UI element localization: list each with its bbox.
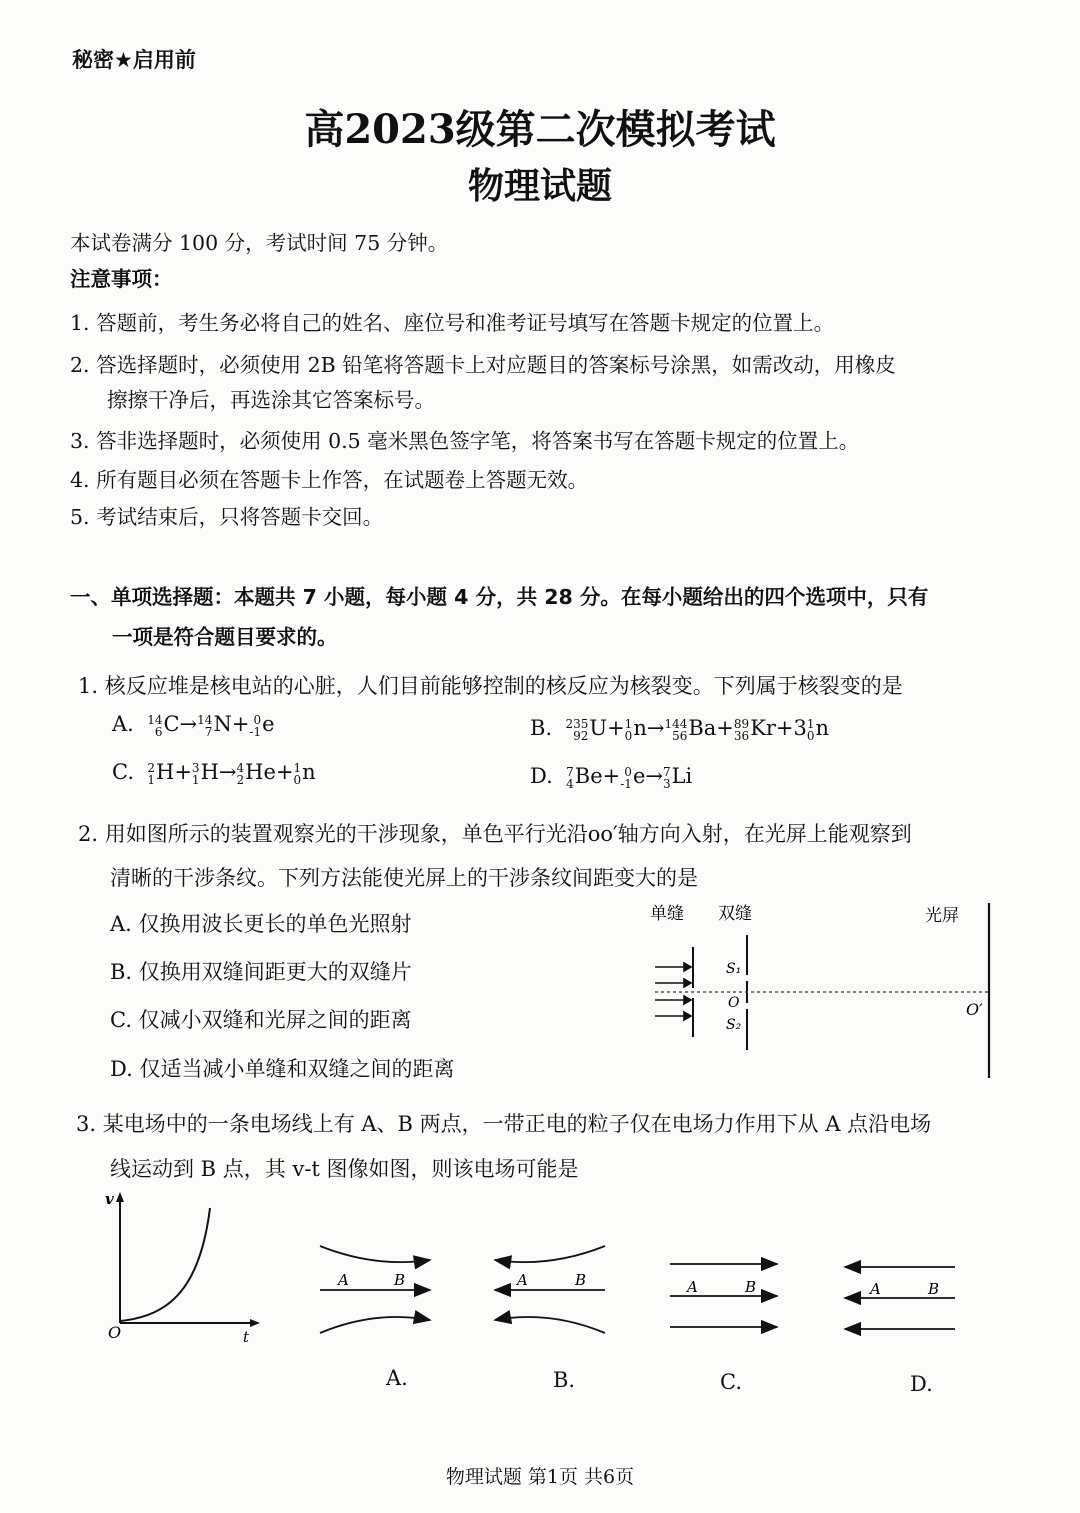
notice-item-1: 1. 答题前，考生务必将自己的姓名、座位号和准考证号填写在答题卡规定的位置上。 [70,311,835,335]
point-b-label: B [745,1278,757,1296]
field-line-bottom [320,1317,430,1333]
q3-stem: 3. 某电场中的一条电场线上有 A、B 两点，一带正电的粒子仅在电场力作用下从 A 点沿电场 [76,1112,932,1136]
exam-title: 高2023级第二次模拟考试 [304,106,776,153]
q3-option-d-label: D. [910,1372,933,1396]
t-axis-arrow [250,1319,260,1327]
field-option-d [840,1252,965,1342]
exam-subtitle: 物理试题 [467,165,612,207]
s1-label: S₁ [726,961,742,977]
point-a-label: A [870,1280,881,1298]
q1-option-b: B. 235 92 U+ 1 0 n→ 144 56 Ba+ 89 36 Kr+3 1 0 n [530,716,830,743]
point-b-label: B [394,1271,406,1289]
o-prime-label: O′ [966,1000,983,1019]
point-a-label: A [338,1271,349,1289]
field-line-top [320,1246,430,1262]
vt-graph [100,1188,270,1346]
notice-item-3: 3. 答非选择题时，必须使用 0.5 毫米黑色签字笔，将答案书写在答题卡规定的位置上。 [70,429,860,453]
field-line-top [495,1246,605,1262]
notice-heading: 注意事项： [70,267,173,291]
notice-item-2: 2. 答选择题时，必须使用 2B 铅笔将答题卡上对应题目的答案标号涂黑，如需改动，用橡皮 [70,353,896,377]
q2-stem: 2. 用如图所示的装置观察光的干涉现象，单色平行光沿oo′轴方向入射，在光屏上能观察到 [78,822,912,846]
point-a-label: A [687,1278,698,1296]
exam-intro: 本试卷满分 100 分，考试时间 75 分钟。 [70,231,449,255]
q3-option-b-label: B. [553,1368,576,1392]
q1-option-c: C. 2 1 H+ 3 1 H→ 4 2 He+ 1 0 n [112,760,316,787]
q2-option-c: C. 仅减小双缝和光屏之间的距离 [110,1008,412,1032]
q2-option-d: D. 仅适当减小单缝和双缝之间的距离 [110,1057,455,1081]
q1-option-c-label: C. [112,760,134,784]
screen-label: 光屏 [925,906,959,926]
q1-stem: 1. 核反应堆是核电站的心脏，人们目前能够控制的核反应为核裂变。下列属于核裂变的是 [78,674,903,698]
q3-stem-cont: 线运动到 B 点，其 v-t 图像如图，则该电场可能是 [110,1157,579,1181]
q1-option-b-label: B. [530,716,553,740]
page-footer: 物理试题 第1页 共6页 [445,1466,635,1488]
s2-label: S₂ [726,1017,742,1033]
field-option-c [665,1252,785,1342]
q1-option-d: D. 7 4 Be+ 0 -1 e→ 7 3 Li [530,764,693,791]
t-label: t [243,1328,250,1346]
q2-option-a: A. 仅换用波长更长的单色光照射 [110,912,412,936]
section-one-heading-cont: 一项是符合题目要求的。 [112,625,338,649]
q1-option-a-label: A. [112,712,134,736]
double-slit-diagram [640,895,1000,1085]
confidential-mark: 秘密★启用前 [72,48,196,72]
field-line-bottom [495,1317,605,1333]
section-one-heading: 一、单项选择题：本题共 7 小题，每小题 4 分，共 28 分。在每小题给出的四个选项中，只有 [70,585,929,609]
q2-option-b: B. 仅换用双缝间距更大的双缝片 [110,960,412,984]
origin-label: O [108,1323,122,1342]
double-slit-label: 双缝 [718,904,752,924]
q3-option-c-label: C. [720,1370,742,1394]
vt-curve [120,1208,210,1321]
field-option-b [485,1238,615,1338]
point-b-label: B [575,1271,587,1289]
q2-stem-cont: 清晰的干涉条纹。下列方法能使光屏上的干涉条纹间距变大的是 [110,866,698,890]
point-b-label: B [928,1280,940,1298]
single-slit-label: 单缝 [650,904,684,924]
notice-item-2-cont: 擦擦干净后，再选涂其它答案标号。 [107,388,435,412]
v-axis-arrow [116,1192,124,1202]
field-option-a [310,1238,440,1338]
v-label: v [105,1190,114,1208]
notice-item-5: 5. 考试结束后，只将答题卡交回。 [70,505,384,529]
notice-item-4: 4. 所有题目必须在答题卡上作答，在试题卷上答题无效。 [70,468,589,492]
q3-option-a-label: A. [386,1366,408,1390]
point-a-label: A [517,1271,528,1289]
o-label: O [728,995,740,1011]
q1-option-d-label: D. [530,764,553,788]
q1-option-a: A. 14 6 C→ 14 7 N+ 0 -1 e [112,712,275,739]
